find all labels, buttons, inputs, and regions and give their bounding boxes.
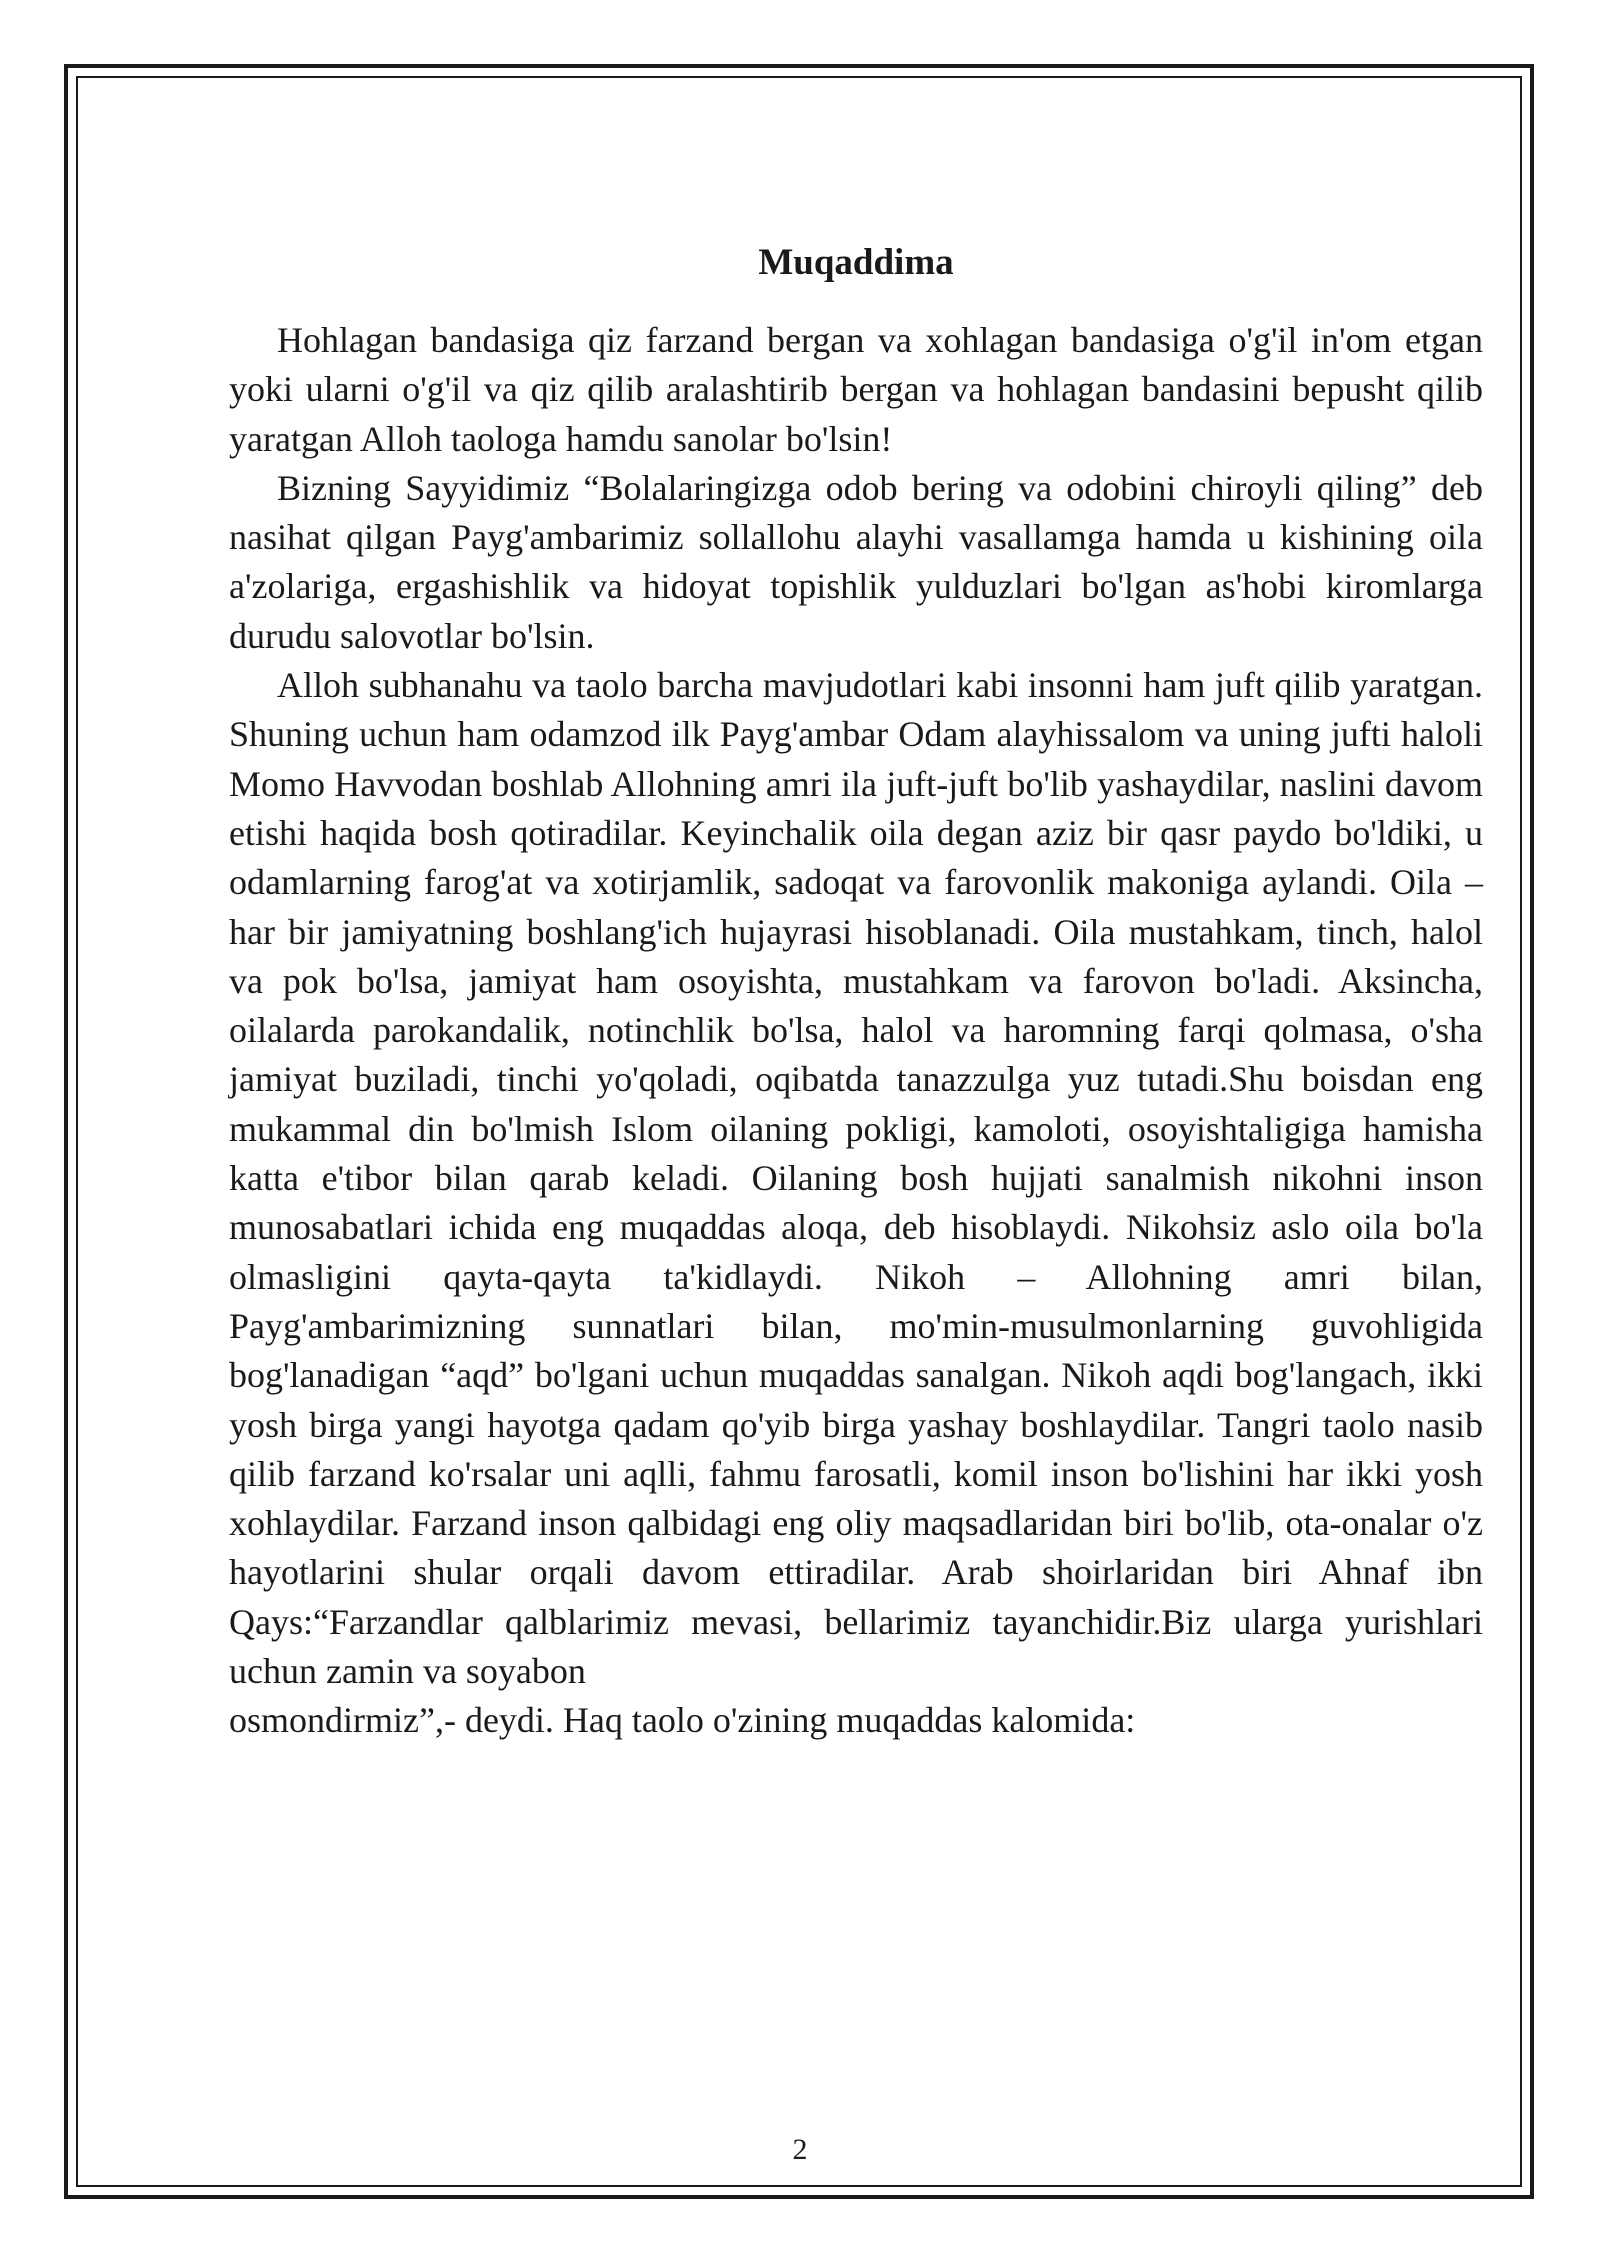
paragraph-2: Bizning Sayyidimiz “Bolalaringizga odob bering va odobini chiroyli qiling” deb nasihat qilgan Payg'ambarimiz sollallohu alayhi vasallamga hamda u kishining oila a'zolariga, ergashishlik va hidoyat topishlik yulduzlari bo'lgan as'hobi kiromlarga durudu salovotlar bo'lsin. [229,467,1483,656]
chapter-title: Muqaddima [758,242,954,283]
page-content [229,238,1483,1746]
paragraph-3: Alloh subhanahu va taolo barcha mavjudotlari kabi insonni ham juft qilib yaratgan. Shuning uchun ham odamzod ilk Payg'ambar Odam alayhissalom va uning jufti haloli Momo Havvodan boshlab Allohning amri ila juft-juft bo'lib yashaydilar, naslini davom etishi haqida bosh qotiradilar. Keyinchalik oila degan aziz bir qasr paydo bo'ldiki, u odamlarning farog'at va xotirjamlik, sadoqat va farovonlik makoniga aylandi. Oila – har bir jamiyatning boshlang'ich hujayrasi hisoblanadi. Oila mustahkam, tinch, halol va pok bo'lsa, jamiyat ham osoyishta, mustahkam va farovon bo'ladi. Aksincha, oilalarda parokandalik, notinchlik bo'lsa, halol va haromning farqi qolmasa, o'sha jamiyat buziladi, tinchi yo'qoladi, oqibatda tanazzulga yuz tutadi.Shu boisdan eng mukammal din bo'lmish Islom oilaning pokligi, kamoloti, osoyishtaligiga hamisha katta e'tibor bilan qarab keladi. Oilaning bosh hujjati sanalmish nikohni inson munosabatlari ichida eng muqaddas aloqa, deb hisoblaydi. Nikohsiz aslo oila bo'la olmasligini qayta-qayta ta'kidlaydi. Nikoh – Allohning amri bilan, Payg'ambarimizning sunnatlari bilan, mo'min-musulmonlarning guvohligida bog'lanadigan “aqd” bo'lgani uchun muqaddas sanalgan. Nikoh aqdi bog'langach, ikki yosh birga yangi hayotga qadam qo'yib birga yashay boshlaydilar. Tangri taolo nasib qilib farzand ko'rsalar uni aqlli, fahmu farosatli, komil inson bo'lishini har ikki yosh xohlaydilar. Farzand inson qalbidagi eng oliy maqsadlaridan biri bo'lib, ota-onalar o'z hayotlarini shular orqali davom ettiradilar. Arab shoirlaridan biri Ahnaf ibn Qays:“Farzandlar qalblarimiz mevasi, bellarimiz tayanchidir.Biz ularga yurishlari uchun zamin va soyabon [229,665,1483,1692]
paragraph-3-continuation: osmondirmiz”,- deydi. Haq taolo o'zining muqaddas kalomida: [229,1700,1136,1741]
paragraph-1: Hohlagan bandasiga qiz farzand bergan va xohlagan bandasiga o'g'il in'om etgan yoki ularni o'g'il va qiz qilib aralashtirib bergan va hohlagan bandasini bepusht qilib yaratgan Alloh taologa hamdu sanolar bo'lsin! [229,320,1483,459]
page-number: 2 [792,2133,808,2166]
